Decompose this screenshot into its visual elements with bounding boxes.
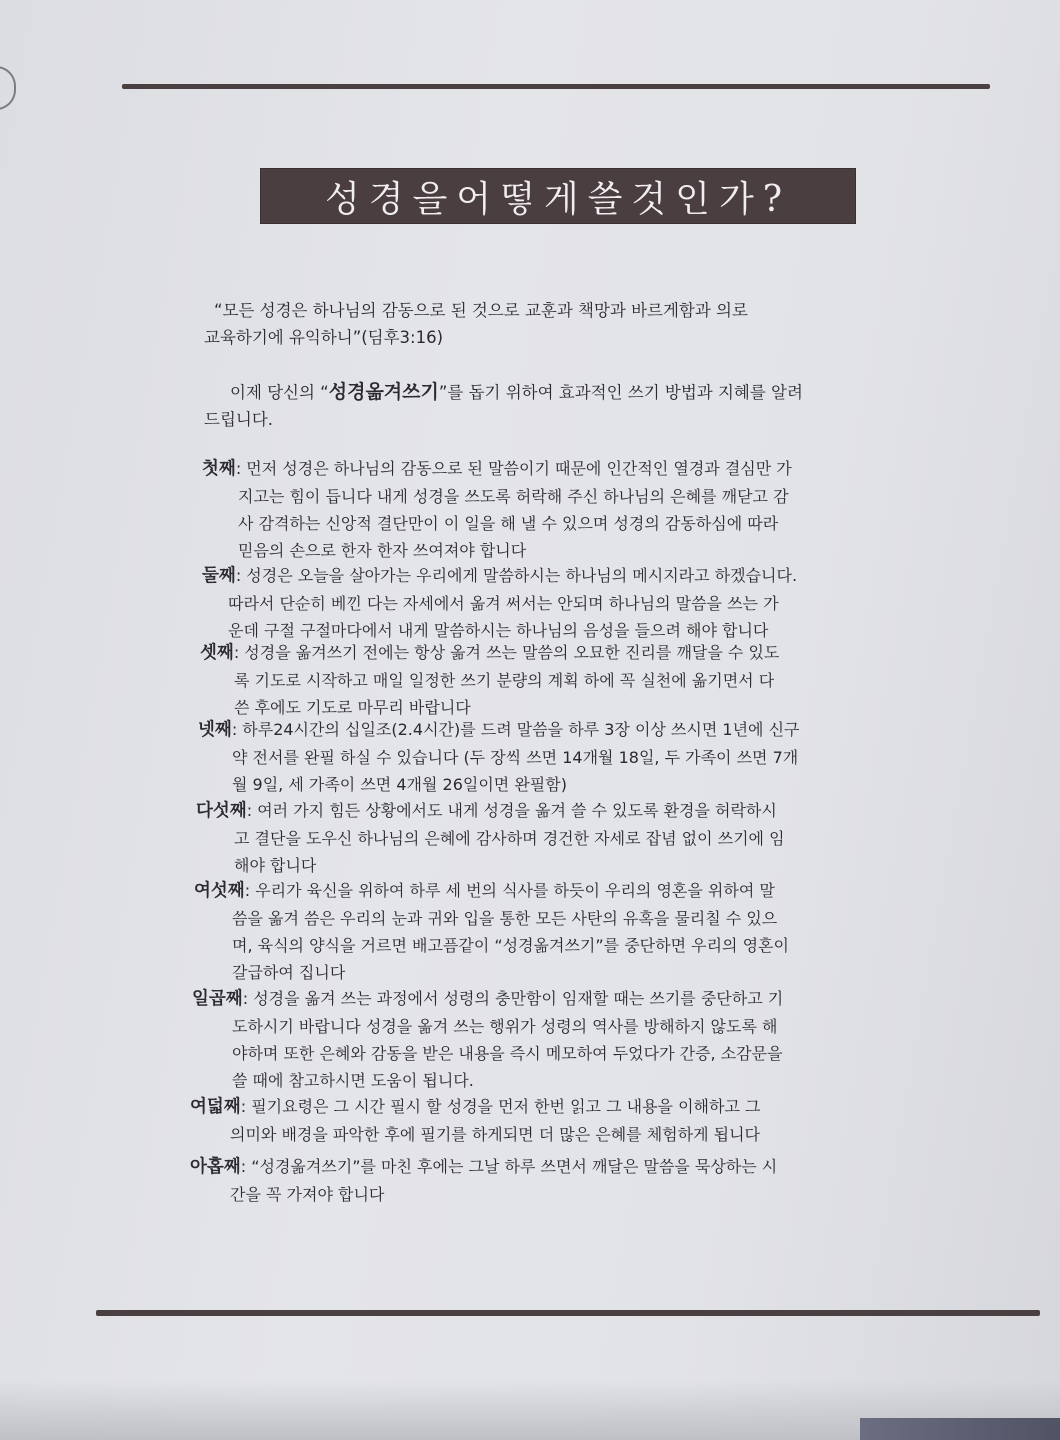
intro-line-1: [230, 379, 803, 406]
item-line: : 성경을 옮겨 쓰는 과정에서 성령의 충만함이 임재할 때는 쓰기를 중단하고 기: [242, 989, 784, 1008]
intro-after: ”를 돕기 위하여 효과적인 쓰기 방법과 지혜를 알려: [438, 383, 803, 402]
item-line: 며, 육식의 양식을 거르면 배고픔같이 “성경옮겨쓰기”를 중단하면 우리의 영혼이: [232, 936, 789, 955]
item-line: : 먼저 성경은 하나님의 감동으로 된 말씀이기 때문에 인간적인 열경과 결심만 가: [235, 459, 792, 478]
guideline-item-8: [190, 1093, 760, 1148]
item-label: 아홉째: [190, 1157, 241, 1177]
item-line: 의미와 배경을 파악한 후에 필기를 하게되면 더 많은 은혜를 체험하게 됩니다: [230, 1125, 760, 1144]
guideline-item-1: [202, 455, 792, 564]
item-label: 첫째: [202, 459, 236, 479]
item-line: 쓸 때에 참고하시면 도움이 됩니다.: [232, 1071, 474, 1090]
guideline-item-4: [198, 716, 799, 798]
intro-line-2: 드립니다.: [204, 410, 274, 429]
item-line: 운데 구절 구절마다에서 내게 말씀하시는 하나님의 음성을 들으려 해야 합니다: [228, 621, 769, 640]
top-rule: [122, 84, 990, 89]
background-surface: [860, 1418, 1060, 1440]
item-line: : 성경을 옮겨쓰기 전에는 항상 옮겨 쓰는 말씀의 오묘한 진리를 깨달을 수 있도: [233, 643, 780, 662]
item-line: 따라서 단순히 베낀 다는 자세에서 옮겨 써서는 안되며 하나님의 말씀을 쓰는 가: [228, 594, 779, 613]
item-line: : 하루24시간의 십일조(2.4시간)를 드려 말씀을 하루 3장 이상 쓰시면 1년에 신구: [231, 720, 800, 739]
item-line: 야하며 또한 은혜와 감동을 받은 내용을 즉시 메모하여 두었다가 간증, 소감문을: [232, 1044, 783, 1063]
guideline-item-3: [200, 639, 779, 721]
item-line: 갈급하여 집니다: [232, 963, 346, 982]
item-line: 사 감격하는 신앙적 결단만이 이 일을 해 낼 수 있으며 성경의 감동하심에 따라: [238, 514, 779, 533]
intro-before: 이제 당신의 “: [230, 383, 329, 402]
item-line: : 성경은 오늘을 살아가는 우리에게 말씀하시는 하나님의 메시지라고 하겠습니다.: [235, 566, 798, 585]
item-label: 둘째: [202, 566, 236, 586]
item-label: 여섯째: [194, 881, 245, 901]
item-line: 쓴 후에도 기도로 마무리 바랍니다: [234, 698, 471, 717]
item-line: 도하시기 바랍니다 성경을 옮겨 쓰는 행위가 성령의 역사를 방해하지 않도록 해: [232, 1017, 778, 1036]
guideline-item-9: [190, 1153, 777, 1208]
intro-emphasis: 성경옮겨쓰기: [328, 381, 439, 403]
item-label: 다섯째: [196, 801, 247, 821]
intro-paragraph: [204, 379, 803, 433]
guideline-item-6: [194, 877, 789, 986]
item-line: 해야 합니다: [234, 856, 317, 875]
quote-line-2: 교육하기에 유익하니”(딤후3:16): [204, 328, 444, 347]
guideline-item-2: [202, 562, 797, 644]
item-line: 약 전서를 완필 하실 수 있습니다 (두 장씩 쓰면 14개월 18일, 두 가족이 쓰면 7개: [232, 748, 799, 767]
scripture-quote: [204, 297, 748, 351]
item-label: 일곱째: [192, 989, 243, 1009]
item-label: 넷째: [198, 720, 232, 740]
item-label: 여덟째: [190, 1097, 241, 1117]
page-edge-curl: [0, 66, 16, 110]
guideline-item-5: [196, 797, 785, 879]
item-line: 믿음의 손으로 한자 한자 쓰여져야 합니다: [238, 541, 527, 560]
item-label: 셋째: [200, 643, 234, 663]
item-line: 간을 꼭 가져야 합니다: [230, 1185, 385, 1204]
item-line: : 여러 가지 힘든 상황에서도 내게 성경을 옮겨 쓸 수 있도록 환경을 허락하시: [246, 801, 777, 820]
item-line: 씀을 옮겨 씀은 우리의 눈과 귀와 입을 통한 모든 사탄의 유혹을 물리칠 수 있으: [232, 909, 778, 928]
item-line: : 필기요령은 그 시간 필시 할 성경을 먼저 한번 읽고 그 내용을 이해하고 그: [240, 1097, 761, 1116]
item-line: 지고는 힘이 듭니다 내게 성경을 쓰도록 허락해 주신 하나님의 은혜를 깨닫고 감: [238, 487, 789, 506]
item-line: : “성경옮겨쓰기”를 마친 후에는 그날 하루 쓰면서 깨달은 말씀을 묵상하는 시: [240, 1157, 778, 1176]
item-line: : 우리가 육신을 위하여 하루 세 번의 식사를 하듯이 우리의 영혼을 위하여 말: [244, 881, 775, 900]
page-title: 성경을어떻게쓸것인가?: [260, 168, 856, 224]
guideline-item-7: [192, 985, 783, 1094]
bottom-rule: [96, 1310, 1040, 1316]
item-line: 고 결단을 도우신 하나님의 은혜에 감사하며 경건한 자세로 잡념 없이 쓰기에 임: [234, 829, 785, 848]
quote-line-1: “모든 성경은 하나님의 감동으로 된 것으로 교훈과 책망과 바르게함과 의로: [214, 301, 748, 320]
item-line: 월 9일, 세 가족이 쓰면 4개월 26일이면 완필함): [232, 775, 567, 794]
item-line: 록 기도로 시작하고 매일 일정한 쓰기 분량의 계획 하에 꼭 실천에 옮기면서 다: [234, 671, 775, 690]
